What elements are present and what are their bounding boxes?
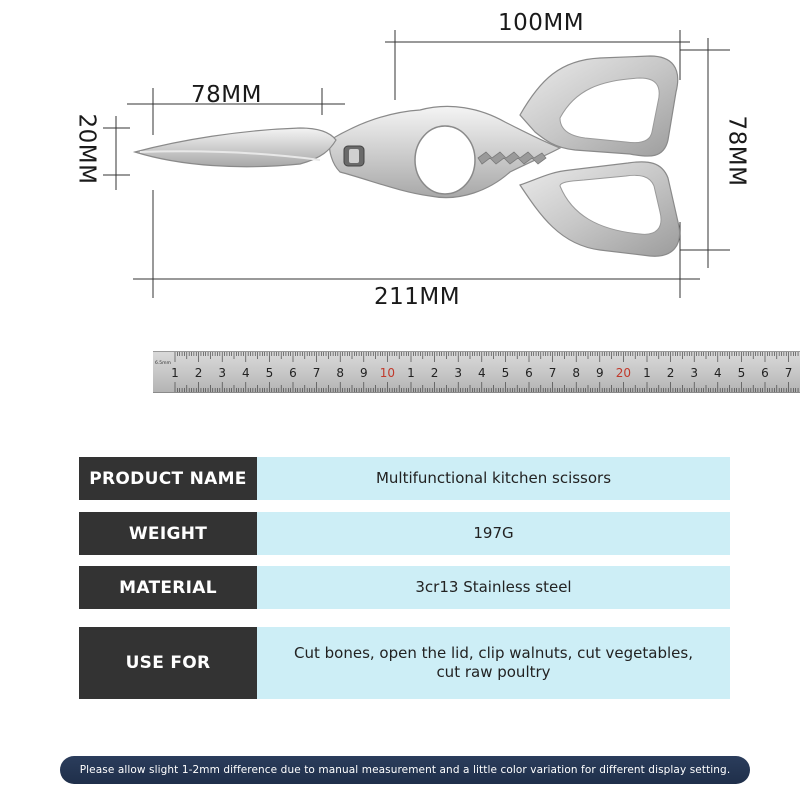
ruler-number: 7 <box>312 366 321 380</box>
spec-key: USE FOR <box>79 627 257 699</box>
ruler-number: 8 <box>572 366 581 380</box>
handle-height-label: 78MM <box>723 115 750 187</box>
overall-width-label: 100MM <box>498 10 585 36</box>
spec-key: MATERIAL <box>79 566 257 609</box>
spec-row-use-for <box>79 627 730 699</box>
ruler-small-label: 6.5mm <box>155 361 171 366</box>
ruler-number: 1 <box>643 366 651 380</box>
ruler-number: 2 <box>194 366 203 380</box>
ruler-number: 10 <box>379 366 396 380</box>
spec-value: 197G <box>257 512 730 555</box>
ruler-scale <box>153 352 800 392</box>
total-length-label: 211MM <box>374 284 461 310</box>
ruler-number: 5 <box>737 366 746 380</box>
ruler-number: 6 <box>761 366 769 380</box>
ruler-number: 5 <box>501 366 510 380</box>
ruler-number: 4 <box>713 366 722 380</box>
spec-row-weight <box>79 512 730 555</box>
ruler-number: 3 <box>218 366 227 380</box>
spec-key: WEIGHT <box>79 512 257 555</box>
ruler-number: 8 <box>336 366 345 380</box>
disclaimer-banner: Please allow slight 1-2mm difference due to manual measurement and a little color variation for different display setting. <box>60 756 750 784</box>
blade-height-label: 20MM <box>73 113 100 185</box>
ruler-number: 2 <box>430 366 439 380</box>
ruler-number: 9 <box>359 366 368 380</box>
ruler-number: 7 <box>548 366 557 380</box>
ruler-number: 20 <box>615 366 632 380</box>
ruler-number: 5 <box>265 366 274 380</box>
ruler-number: 9 <box>595 366 604 380</box>
ruler-number: 7 <box>784 366 793 380</box>
product-diagram <box>0 0 800 330</box>
spec-row-product-name <box>79 457 730 500</box>
ruler-number: 2 <box>666 366 675 380</box>
ruler-number: 6 <box>289 366 297 380</box>
spec-key: PRODUCT NAME <box>79 457 257 500</box>
ruler-number: 3 <box>454 366 463 380</box>
spec-value: 3cr13 Stainless steel <box>257 566 730 609</box>
scissors-illustration <box>0 0 800 330</box>
ruler-number: 1 <box>171 366 179 380</box>
spec-value: Cut bones, open the lid, clip walnuts, cut vegetables, cut raw poultry <box>257 627 730 699</box>
ruler-number: 4 <box>241 366 250 380</box>
ruler-number: 6 <box>525 366 533 380</box>
blade-length-label: 78MM <box>191 82 262 108</box>
spec-value: Multifunctional kitchen scissors <box>257 457 730 500</box>
ruler-number: 4 <box>477 366 486 380</box>
spec-row-material <box>79 566 730 609</box>
ruler-number: 3 <box>690 366 699 380</box>
ruler-number: 1 <box>407 366 415 380</box>
measuring-ruler <box>153 351 800 393</box>
